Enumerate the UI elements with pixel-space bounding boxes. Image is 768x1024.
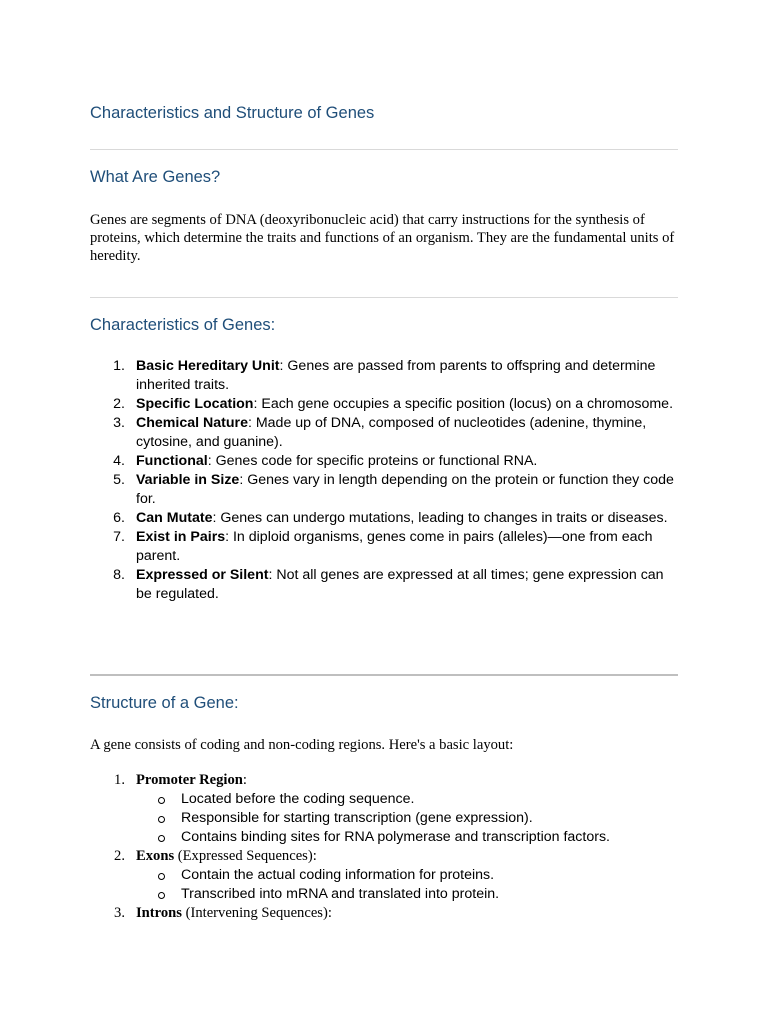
list-item: 2. Exons (Expressed Sequences): Contain the actual coding information for proteins. Transcribed into mRNA and translated into protein. bbox=[90, 847, 678, 904]
list-item: 1. Basic Hereditary Unit: Genes are passed from parents to offspring and determine inherited traits. bbox=[113, 358, 656, 393]
section-divider bbox=[90, 149, 678, 150]
sub-list-item: Contain the actual coding information for proteins. bbox=[136, 866, 678, 885]
list-item: 6. Can Mutate: Genes can undergo mutations, leading to changes in traits or diseases. bbox=[113, 510, 668, 526]
sub-list-item: Located before the coding sequence. bbox=[136, 790, 678, 809]
list-item: 2. Specific Location: Each gene occupies a specific position (locus) on a chromosome. bbox=[113, 396, 674, 412]
heading-structure: Structure of a Gene: bbox=[90, 694, 239, 712]
list-item: 3. Chemical Nature: Made up of DNA, composed of nucleotides (adenine, thymine, cytosine, and guanine). bbox=[113, 415, 647, 450]
section-divider bbox=[90, 297, 678, 298]
heading-what-are-genes: What Are Genes? bbox=[90, 168, 221, 186]
what-are-genes-paragraph: Genes are segments of DNA (deoxyribonucleic acid) that carry instructions for the synthesis of proteins, which determine the traits and functions of an organism. They are the fundamental units of heredity. bbox=[90, 212, 675, 264]
list-item: 4. Functional: Genes code for specific proteins or functional RNA. bbox=[113, 453, 538, 469]
list-item: 5. Variable in Size: Genes vary in length depending on the protein or function they code for. bbox=[113, 472, 674, 507]
sub-list-item: Transcribed into mRNA and translated into protein. bbox=[136, 885, 678, 904]
structure-intro: A gene consists of coding and non-coding regions. Here's a basic layout: bbox=[90, 737, 514, 753]
sub-list bbox=[136, 866, 678, 904]
sub-list bbox=[136, 790, 678, 847]
list-item: 7. Exist in Pairs: In diploid organisms, genes come in pairs (alleles)—one from each parent. bbox=[113, 529, 653, 564]
heading-characteristics: Characteristics of Genes: bbox=[90, 316, 276, 334]
section-divider bbox=[90, 674, 678, 676]
structure-list bbox=[90, 771, 678, 923]
list-item: 3. Introns (Intervening Sequences): bbox=[114, 905, 332, 921]
sub-list-item: Responsible for starting transcription (gene expression). bbox=[136, 809, 678, 828]
sub-list-item: Contains binding sites for RNA polymerase and transcription factors. bbox=[136, 828, 678, 847]
list-item: 1. Promoter Region: Located before the coding sequence. Responsible for starting transcription (gene expression). Contains binding sites for RNA polymerase and transcription factors. bbox=[90, 771, 678, 847]
document-title: Characteristics and Structure of Genes bbox=[90, 104, 375, 122]
characteristics-list bbox=[90, 357, 678, 604]
list-item: 8. Expressed or Silent: Not all genes are expressed at all times; gene expression can be regulated. bbox=[113, 567, 664, 602]
